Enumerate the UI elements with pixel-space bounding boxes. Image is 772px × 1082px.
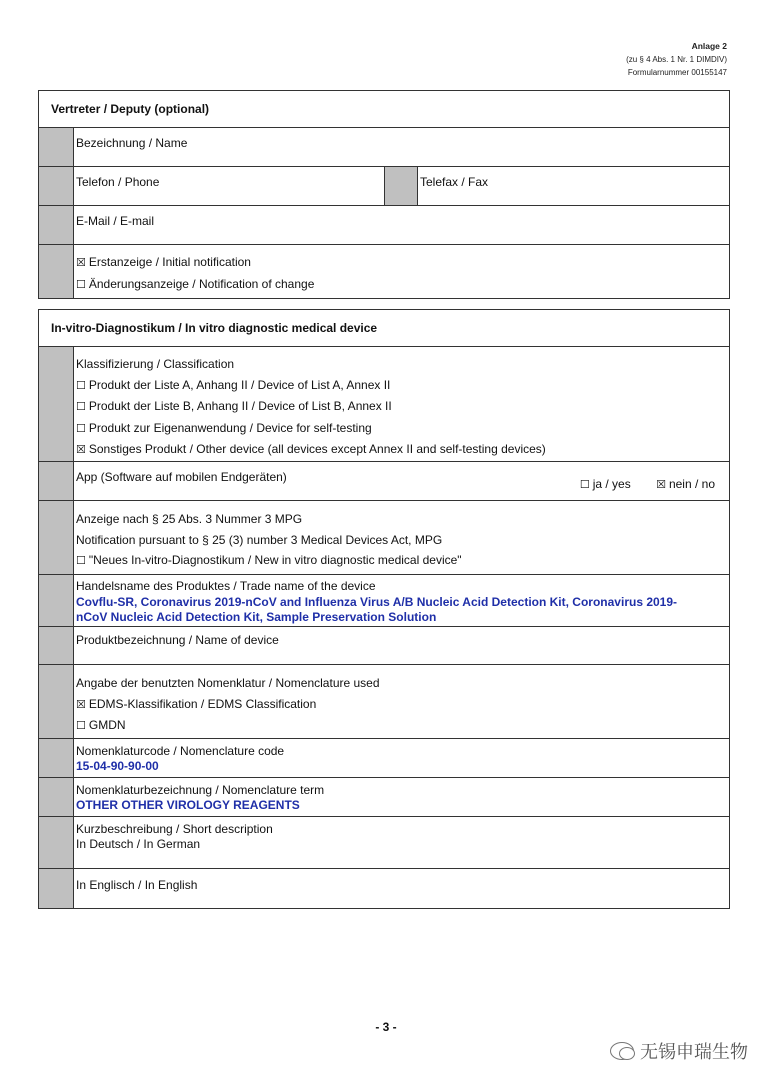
deputy-phone-fax-row [39, 167, 729, 206]
row-marker [39, 167, 74, 205]
nomenclature-row [39, 665, 729, 739]
row-marker [39, 501, 74, 574]
deputy-name-field[interactable] [74, 128, 729, 166]
mpg-notice-line-2: Notification pursuant to § 25 (3) number 3 Medical Devices Act, MPG [76, 532, 443, 547]
gmdn-checkbox[interactable]: ☐ [76, 719, 86, 732]
new-ivd-label: "Neues In-vitro-Diagnostikum / New in vitro diagnostic medical device" [88, 553, 462, 567]
change-notification-label: Änderungsanzeige / Notification of change [88, 276, 315, 291]
page-number: - 3 - [375, 1020, 397, 1034]
device-name-field[interactable] [74, 627, 729, 664]
class-checkbox[interactable]: ☒ [76, 443, 86, 456]
class-option-list-a[interactable] [76, 375, 727, 397]
english-description-field[interactable] [74, 869, 729, 908]
row-marker [39, 869, 74, 908]
trade-name-label: Handelsname des Produktes / Trade name of the device [76, 579, 376, 593]
deputy-email-label: E-Mail / E-mail [76, 214, 155, 228]
german-description-field[interactable] [74, 817, 729, 868]
deputy-section [38, 90, 730, 299]
deputy-phone-label: Telefon / Phone [76, 175, 160, 189]
change-notification-option[interactable] [76, 274, 727, 296]
mpg-notice-line-1: Anzeige nach § 25 Abs. 3 Nummer 3 MPG [76, 512, 303, 526]
class-checkbox[interactable]: ☐ [76, 421, 86, 435]
row-marker [39, 575, 74, 626]
app-yes-option[interactable] [580, 477, 631, 491]
app-no-checkbox[interactable]: ☒ [656, 478, 666, 491]
app-yes-label: ja / yes [592, 477, 631, 491]
nomenclature-code-row [39, 739, 729, 778]
mpg-notice-row [39, 501, 729, 575]
notification-type-row [39, 245, 729, 298]
deputy-name-row [39, 128, 729, 167]
ivd-section [38, 309, 730, 909]
app-yes-checkbox[interactable]: ☐ [579, 478, 590, 491]
german-label: In Deutsch / In German [76, 837, 201, 851]
trade-name-row [39, 575, 729, 627]
initial-notification-option[interactable] [76, 252, 727, 274]
initial-notification-checkbox[interactable]: ☒ [76, 256, 86, 269]
trade-name-value-line-2: nCoV Nucleic Acid Detection Kit, Sample Preservation Solution [76, 610, 437, 624]
deputy-fax-field[interactable] [418, 167, 729, 205]
class-label: Produkt der Liste B, Anhang II / Device of List B, Annex II [88, 399, 392, 413]
classification-label: Klassifizierung / Classification [76, 357, 235, 371]
annex-label: Anlage 2 [691, 41, 727, 51]
row-marker [39, 627, 74, 664]
edms-checkbox[interactable]: ☒ [76, 697, 86, 711]
nomenclature-code-label: Nomenklaturcode / Nomenclature code [76, 744, 285, 758]
wechat-icon [610, 1042, 634, 1060]
gmdn-label: GMDN [88, 718, 126, 732]
classification-row [39, 347, 729, 462]
deputy-name-label: Bezeichnung / Name [76, 136, 188, 150]
class-label: Produkt zur Eigenanwendung / Device for self-testing [88, 420, 372, 435]
nomenclature-code-value[interactable]: 15-04-90-90-00 [76, 759, 159, 773]
new-ivd-checkbox[interactable]: ☐ [76, 554, 86, 567]
row-marker [39, 462, 74, 500]
row-marker [39, 245, 74, 298]
app-row [39, 462, 729, 501]
ivd-title: In-vitro-Diagnostikum / In vitro diagnostic medical device [39, 310, 729, 347]
row-marker [39, 739, 74, 777]
short-description-german-row [39, 817, 729, 869]
app-no-label: nein / no [668, 477, 715, 491]
trade-name-value-line-1: Covflu-SR, Coronavirus 2019-nCoV and Influenza Virus A/B Nucleic Acid Detection Kit, Coronavirus 2019- [76, 595, 678, 609]
class-checkbox[interactable]: ☐ [76, 378, 86, 392]
short-description-english-row [39, 869, 729, 908]
deputy-email-field[interactable] [74, 206, 729, 244]
gmdn-option[interactable] [76, 715, 727, 737]
row-marker [39, 778, 74, 816]
trade-name-value[interactable] [76, 595, 727, 625]
form-header [626, 40, 727, 79]
watermark-text: 无锡申瑞生物 [640, 1042, 748, 1063]
class-label: Produkt der Liste A, Anhang II / Device of List A, Annex II [88, 377, 391, 392]
device-name-label: Produktbezeichnung / Name of device [76, 633, 279, 647]
class-checkbox[interactable]: ☐ [76, 400, 86, 413]
change-notification-checkbox[interactable]: ☐ [76, 277, 86, 291]
row-marker [39, 347, 74, 461]
class-label: Sonstiges Produkt / Other device (all devices except Annex II and self-testing devices) [88, 442, 546, 456]
new-ivd-option[interactable] [76, 550, 727, 572]
edms-option[interactable] [76, 694, 727, 716]
annex-reference: (zu § 4 Abs. 1 Nr. 1 DIMDIV) [626, 55, 727, 64]
app-options [558, 474, 715, 496]
app-label: App (Software auf mobilen Endgeräten) [76, 470, 287, 484]
initial-notification-label: Erstanzeige / Initial notification [88, 255, 251, 269]
row-marker [39, 665, 74, 738]
deputy-phone-field[interactable] [74, 167, 385, 205]
row-marker [39, 128, 74, 166]
deputy-fax-label: Telefax / Fax [420, 175, 489, 189]
row-marker [39, 817, 74, 868]
device-name-row [39, 627, 729, 665]
row-marker [385, 167, 418, 205]
nomenclature-term-label: Nomenklaturbezeichnung / Nomenclature term [76, 783, 325, 797]
class-option-other[interactable] [76, 439, 727, 461]
deputy-email-row [39, 206, 729, 245]
nomenclature-term-value[interactable]: OTHER OTHER VIROLOGY REAGENTS [76, 798, 300, 812]
edms-label: EDMS-Klassifikation / EDMS Classification [88, 696, 317, 711]
nomenclature-term-row [39, 778, 729, 817]
english-label: In Englisch / In English [76, 878, 198, 892]
app-no-option[interactable] [656, 477, 715, 491]
class-option-self-testing[interactable] [76, 418, 727, 440]
form-number: Formularnummer 00155147 [627, 68, 727, 77]
row-marker [39, 206, 74, 244]
watermark [610, 1038, 748, 1064]
nomenclature-label: Angabe der benutzten Nomenklatur / Nomenclature used [76, 676, 380, 690]
deputy-title: Vertreter / Deputy (optional) [39, 91, 729, 128]
class-option-list-b[interactable] [76, 396, 727, 418]
short-description-label: Kurzbeschreibung / Short description [76, 822, 273, 836]
